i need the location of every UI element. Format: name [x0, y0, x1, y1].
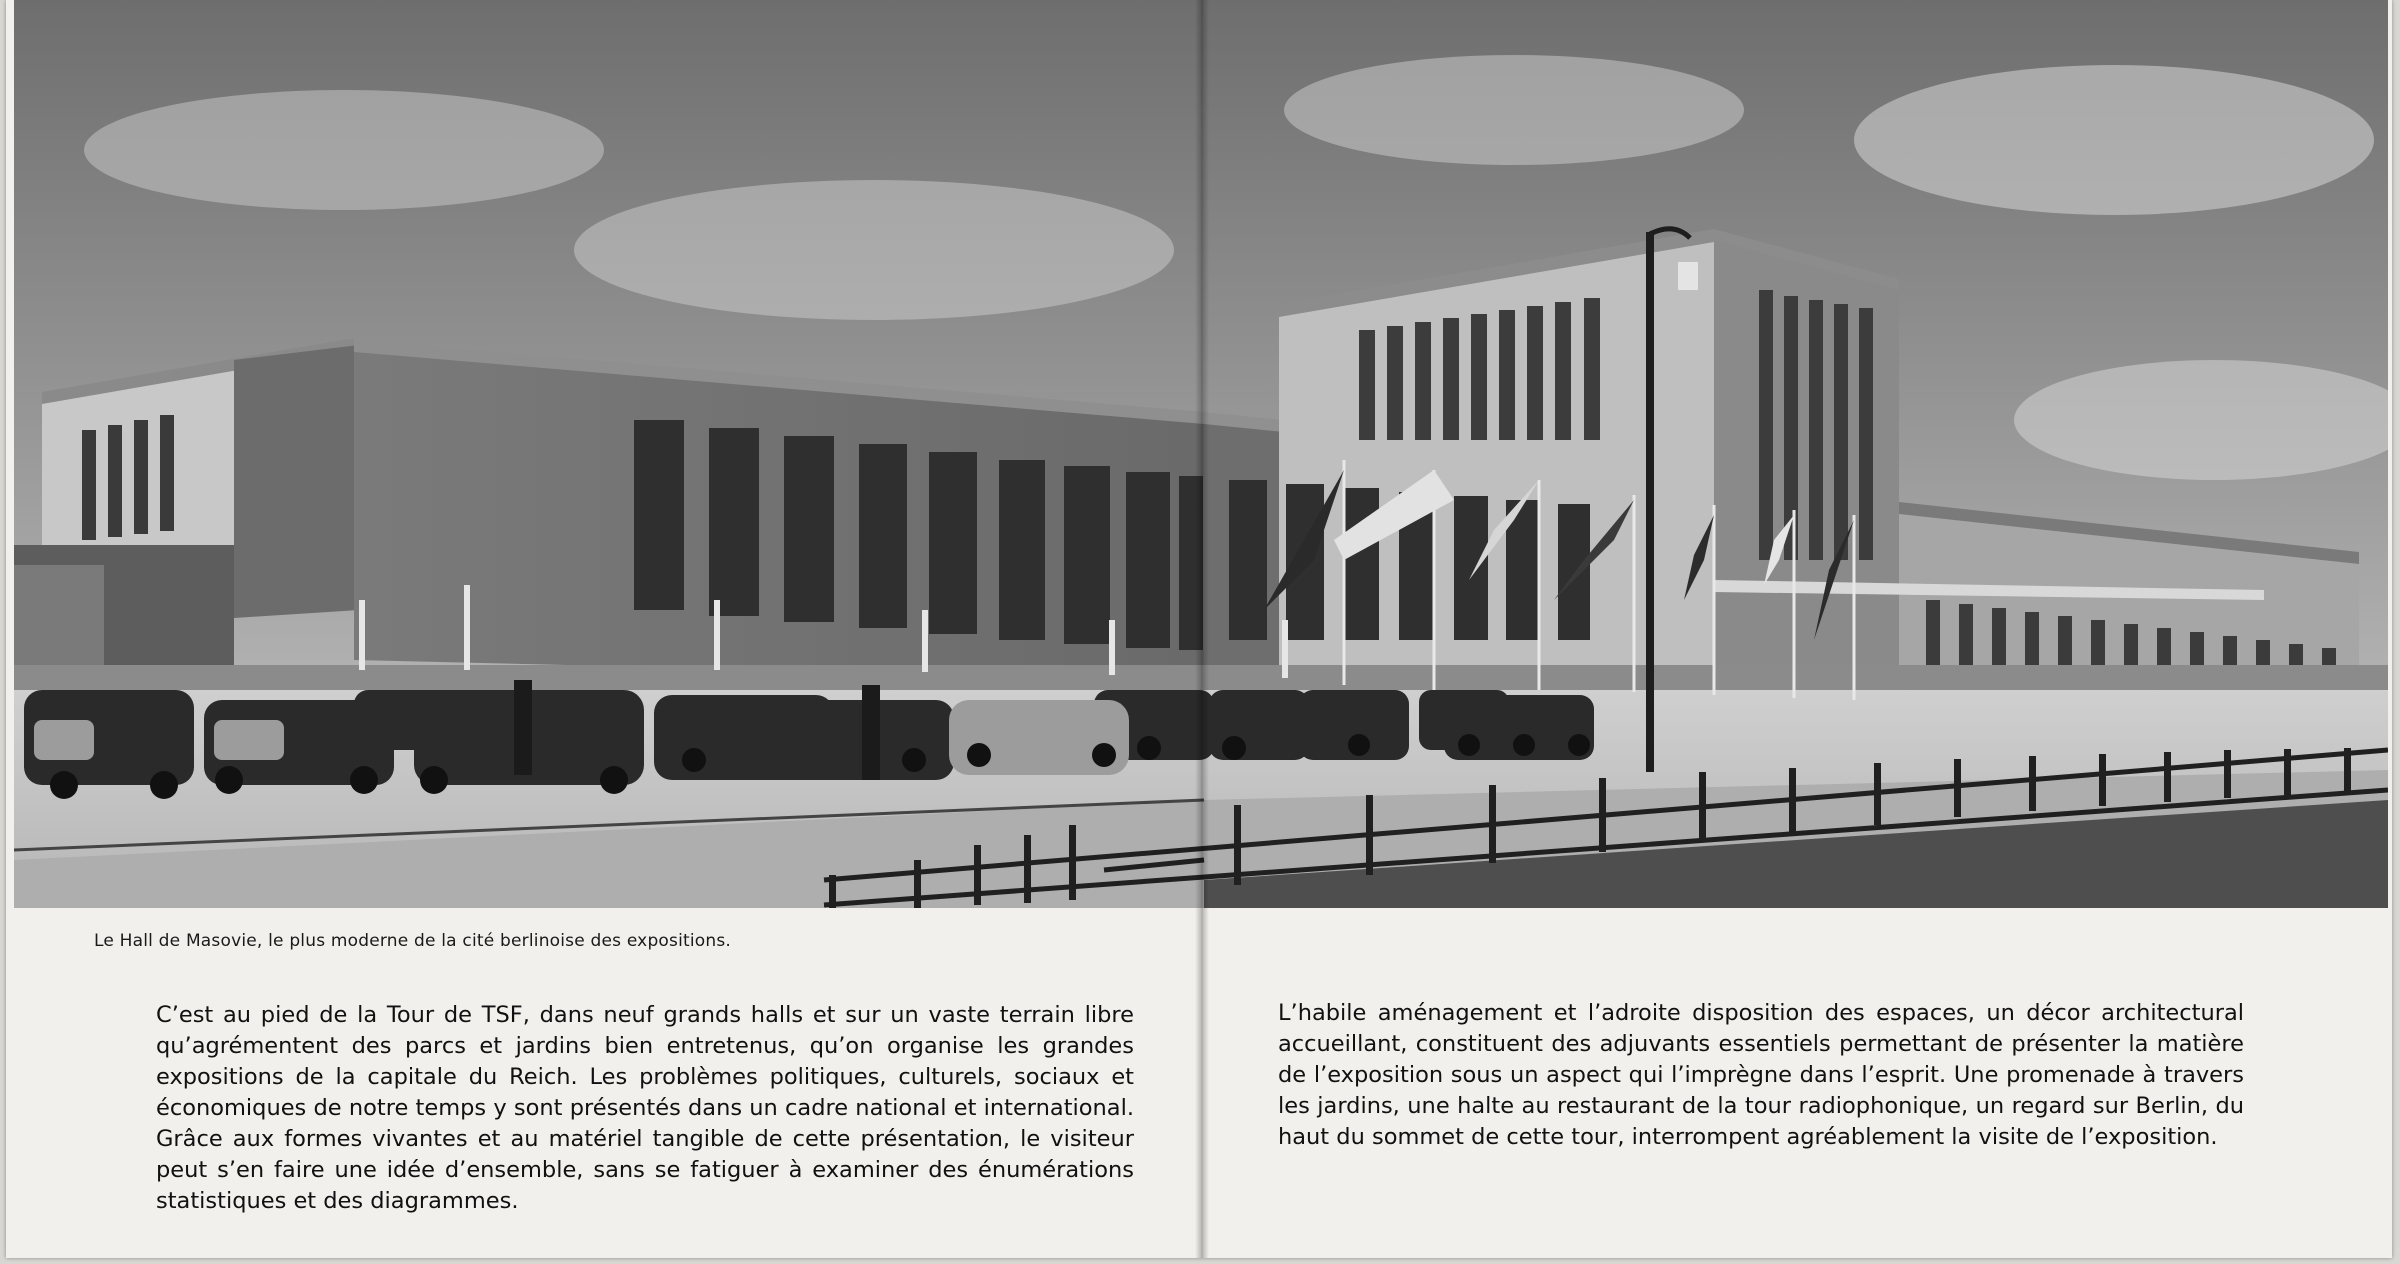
- book-spread: [6, 0, 2392, 1258]
- photo-caption: Le Hall de Masovie, le plus moderne de la cité berlinoise des expositions.: [94, 931, 732, 951]
- right-page-paragraph: L’habile aménagement et l’adroite disposition des espaces, un décor architectural accueillant, constituent des adjuvants essentiels permettant de présenter la matière de l’exposition sous un aspect qui l’imprègne dans l’esprit. Une promenade à travers les jardins, une halte au restaurant de la tour radiophonique, un regard sur Berlin, du haut du sommet de cette tour, interrompent agréablement la visite de l’exposition.: [1278, 1000, 2244, 1150]
- left-page-paragraph: C’est au pied de la Tour de TSF, dans neuf grands halls et sur un vaste terrain libre qu’agrémentent des parcs et jardins bien entretenus, qu’on organise les grandes expositions de la capitale du Reich. Les problèmes politiques, culturels, sociaux et économiques de notre temps y sont présentés dans un cadre national et international. Grâce aux formes vivantes et au matériel tangible de cette présentation, le visiteur peut s’en faire une idée d’ensemble, sans se fatiguer à examiner des énumérations statistiques et des diagrammes.: [156, 1002, 1134, 1214]
- book-gutter: [1195, 0, 1209, 1258]
